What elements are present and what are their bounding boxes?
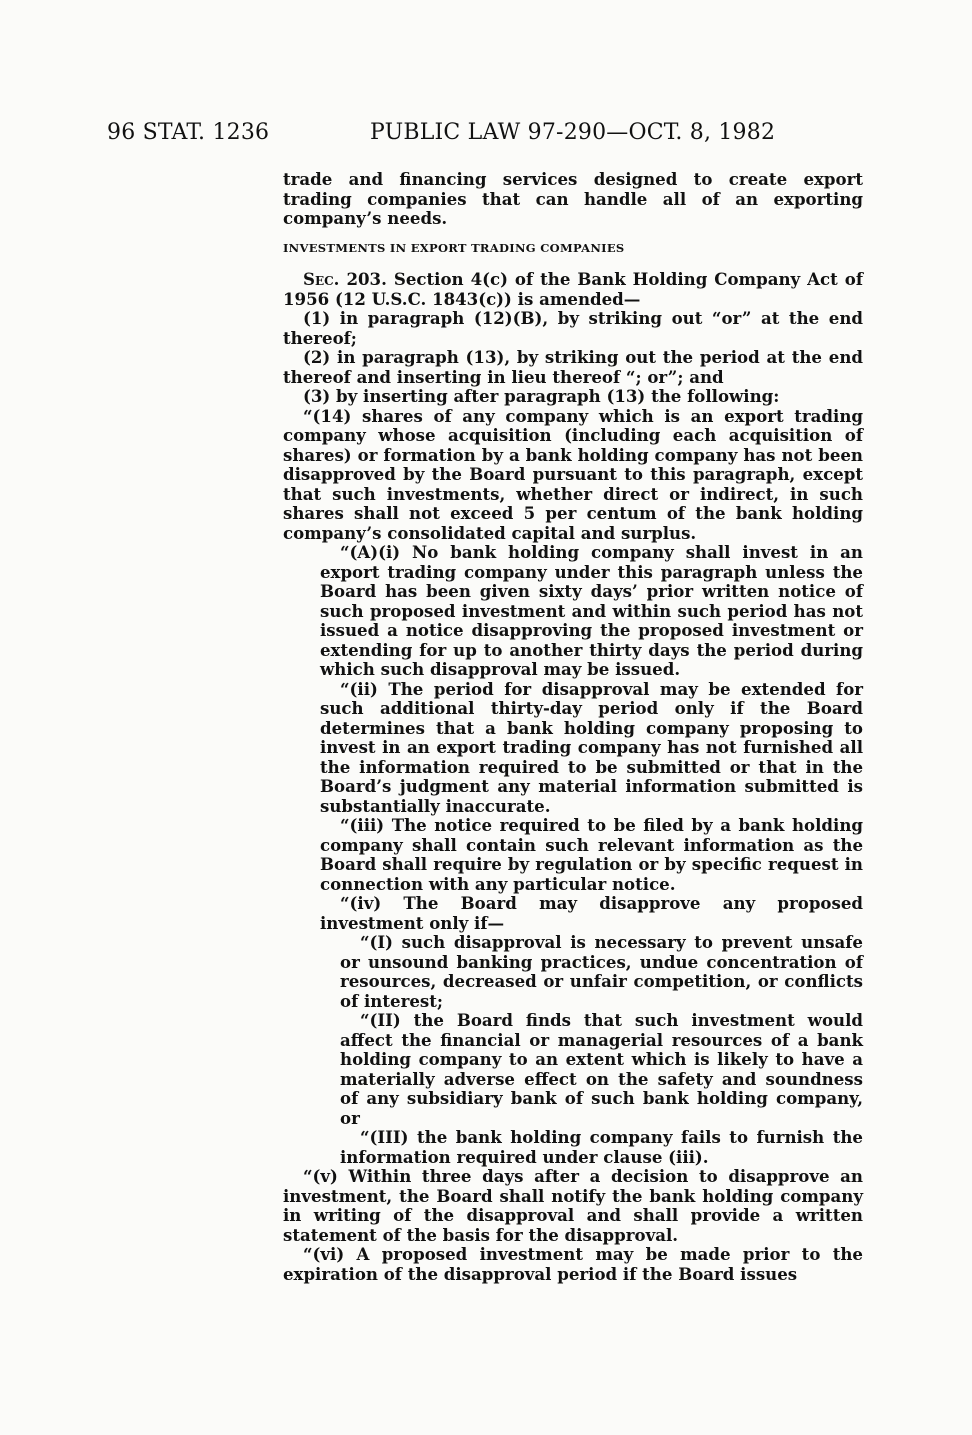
- amendment-item-1: (1) in paragraph (12)(B), by striking out “or” at the end thereof;: [283, 308, 863, 348]
- clause-a-vi: “(vi) A proposed investment may be made prior to the expiration of the disapproval period if the Board issues: [283, 1244, 863, 1284]
- subclause-II: “(II) the Board finds that such investment would affect the financial or managerial resources of a bank holding company to an extent which is likely to have a materially adverse effect on the safety and soundness of any subsidiary bank of such bank holding company, or: [340, 1010, 863, 1128]
- amendment-item-2: (2) in paragraph (13), by striking out the period at the end thereof and inserting in lieu thereof “; or”; and: [283, 347, 863, 387]
- intro-paragraph: trade and financing services designed to create export trading companies that can handle all of an exporting company’s needs.: [283, 169, 863, 228]
- section-heading: INVESTMENTS IN EXPORT TRADING COMPANIES: [283, 240, 625, 255]
- clause-a-ii: “(ii) The period for disapproval may be extended for such additional thirty-day period only if the Board determines that a bank holding company proposing to invest in an export trading company has not furnished all the information required to be submitted or that in the Board’s judgment any material information submitted is substantially inaccurate.: [320, 678, 863, 816]
- clause-a-v: “(v) Within three days after a decision to disapprove an investment, the Board shall notify the bank holding company in writing of the disapproval and shall provide a written statement of the basis for the disapproval.: [283, 1166, 863, 1245]
- amendment-item-3: (3) by inserting after paragraph (13) the following:: [303, 386, 780, 406]
- public-law-title: PUBLIC LAW 97-290—OCT. 8, 1982: [370, 120, 776, 145]
- subclause-I: “(I) such disapproval is necessary to prevent unsafe or unsound banking practices, undue concentration of resources, decreased or unfair competition, or conflicts of interest;: [340, 932, 863, 1011]
- section-text: Section 4(c) of the Bank Holding Company Act of 1956 (12 U.S.C. 1843(c)) is amended—: [283, 269, 863, 309]
- section-paragraph: [283, 270, 863, 309]
- statute-citation: 96 STAT. 1236: [107, 120, 270, 145]
- document-body: [283, 170, 863, 1284]
- clause-a-i: “(A)(i) No bank holding company shall invest in an export trading company under this paragraph unless the Board has been given sixty days’ prior written notice of such proposed investment and within such period has not issued a notice disapproving the proposed investment or extending for up to another thirty days the period during which such disapproval may be issued.: [320, 542, 863, 679]
- clause-a-iv: “(iv) The Board may disapprove any proposed investment only if—: [320, 893, 863, 933]
- section-label: Sec. 203.: [303, 269, 387, 289]
- subclause-III: “(III) the bank holding company fails to furnish the information required under clause (iii).: [340, 1127, 863, 1167]
- clause-a-iii: “(iii) The notice required to be filed by a bank holding company shall contain such relevant information as the Board shall require by regulation or by specific request in connection with any particular notice.: [320, 815, 863, 894]
- paragraph-14: “(14) shares of any company which is an export trading company whose acquisition (including each acquisition of shares) or formation by a bank holding company has not been disapproved by the Board pursuant to this paragraph, except that such investments, whether direct or indirect, in such shares shall not exceed 5 per centum of the bank holding company’s consolidated capital and surplus.: [283, 405, 863, 543]
